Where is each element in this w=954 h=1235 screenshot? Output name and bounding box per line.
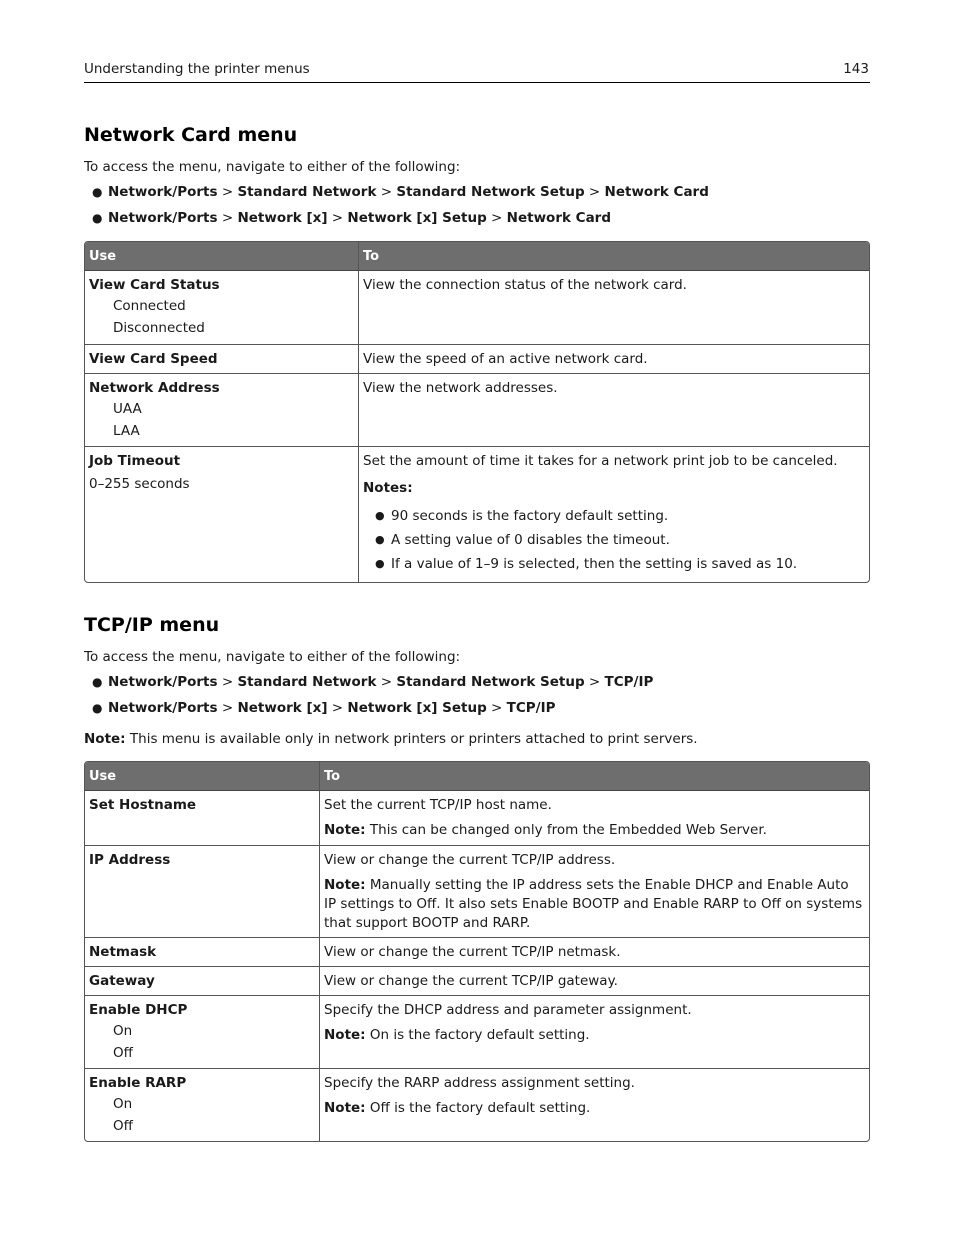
tcpip-intro: To access the menu, navigate to either of the following: <box>84 649 461 665</box>
menu-path: ● Network/Ports > Network [x] > Network [x] Setup > TCP/IP <box>84 695 870 721</box>
use-cell <box>85 271 358 344</box>
note-text: A setting value of 0 disables the timeout. <box>391 532 670 548</box>
path-step: Standard Network Setup <box>396 674 585 690</box>
table-row <box>85 966 869 995</box>
path-step: Network [x] Setup <box>347 210 487 226</box>
note-item <box>363 528 865 552</box>
setting-option: Off <box>113 1045 133 1061</box>
path-step: Network [x] Setup <box>347 700 487 716</box>
table-header-row <box>85 762 869 791</box>
setting-name: Network Address <box>89 380 220 396</box>
row-note <box>324 821 865 840</box>
description: Set the current TCP/IP host name. <box>324 797 552 813</box>
bullet-icon: ● <box>375 509 385 522</box>
menu-path: ● Network/Ports > Network [x] > Network [x] Setup > Network Card <box>84 205 870 231</box>
to-cell <box>319 1068 869 1141</box>
description: View or change the current TCP/IP gateway. <box>324 973 618 989</box>
path-step: TCP/IP <box>506 700 556 716</box>
note-text: Off is the factory default setting. <box>365 1100 591 1116</box>
to-cell <box>319 791 869 845</box>
to-cell <box>358 271 869 344</box>
bullet-icon: ● <box>375 557 385 570</box>
bullet-icon: ● <box>92 701 103 715</box>
description: View or change the current TCP/IP address. <box>324 852 616 868</box>
use-cell <box>85 845 319 937</box>
description: Specify the DHCP address and parameter assignment. <box>324 1002 692 1018</box>
setting-name: View Card Speed <box>89 351 218 367</box>
page-header <box>84 60 870 83</box>
description: View the network addresses. <box>363 380 558 396</box>
network-card-intro: To access the menu, navigate to either of the following: <box>84 159 461 175</box>
path-step: Network Card <box>506 210 612 226</box>
description: Set the amount of time it takes for a network print job to be canceled. <box>363 453 838 469</box>
column-header-use: Use <box>85 762 319 791</box>
description: View the speed of an active network card. <box>363 351 648 367</box>
running-header-title: Understanding the printer menus <box>84 61 310 77</box>
table-header-row <box>85 242 869 271</box>
description: View the connection status of the network card. <box>363 277 687 293</box>
page-number: 143 <box>843 61 869 77</box>
path-step: Standard Network Setup <box>396 184 585 200</box>
use-cell <box>85 995 319 1068</box>
setting-name: Gateway <box>89 973 155 989</box>
tcpip-path-list <box>84 669 870 721</box>
note-item <box>363 504 865 528</box>
note-label: Note: <box>324 1100 366 1116</box>
table-row <box>85 995 869 1068</box>
table-row <box>85 937 869 966</box>
table-row <box>85 845 869 937</box>
notes-label: Notes: <box>363 480 413 496</box>
table-row <box>85 344 869 373</box>
tcpip-note <box>84 731 870 747</box>
table-row <box>85 373 869 446</box>
note-label: Note: <box>324 877 366 893</box>
note-text: Manually setting the IP address sets the Enable DHCP and Enable Auto IP settings to Off. It also sets Enable BOOTP and Enable RARP to Off on systems that support BOOTP and RARP. <box>324 877 863 931</box>
use-cell <box>85 937 319 966</box>
note-text: If a value of 1–9 is selected, then the setting is saved as 10. <box>391 556 798 572</box>
bullet-icon: ● <box>92 185 103 199</box>
network-card-table-wrap <box>84 241 870 583</box>
table-row <box>85 1068 869 1141</box>
path-step: Network [x] <box>237 210 328 226</box>
setting-name: IP Address <box>89 852 171 868</box>
setting-option: On <box>113 1096 133 1112</box>
setting-option: UAA <box>113 401 142 417</box>
network-card-section <box>84 124 870 231</box>
note-text: This can be changed only from the Embedded Web Server. <box>365 822 767 838</box>
network-card-table <box>84 241 870 583</box>
to-cell <box>358 344 869 373</box>
path-step: Network/Ports <box>108 210 218 226</box>
column-header-use: Use <box>85 242 358 271</box>
setting-option: On <box>113 1023 133 1039</box>
tcpip-section <box>84 614 870 747</box>
use-cell <box>85 1068 319 1141</box>
note-item <box>363 552 865 576</box>
setting-option: LAA <box>113 423 140 439</box>
menu-path: ● Network/Ports > Standard Network > Standard Network Setup > Network Card <box>84 179 870 205</box>
setting-name: Enable RARP <box>89 1075 187 1091</box>
tcpip-heading: TCP/IP menu <box>84 614 220 636</box>
path-step: Standard Network <box>237 184 377 200</box>
setting-option: Off <box>113 1118 133 1134</box>
note-label: Note: <box>84 731 126 747</box>
bullet-icon: ● <box>92 211 103 225</box>
use-cell <box>85 373 358 446</box>
to-cell <box>319 966 869 995</box>
column-header-to: To <box>319 762 869 791</box>
menu-path: ● Network/Ports > Standard Network > Standard Network Setup > TCP/IP <box>84 669 870 695</box>
column-header-to: To <box>358 242 869 271</box>
note-label: Note: <box>324 1027 366 1043</box>
setting-range: 0–255 seconds <box>89 476 190 492</box>
setting-name: Enable DHCP <box>89 1002 188 1018</box>
description: Specify the RARP address assignment setting. <box>324 1075 635 1091</box>
note-text: On is the factory default setting. <box>365 1027 590 1043</box>
note-text: 90 seconds is the factory default setting. <box>391 508 669 524</box>
use-cell <box>85 344 358 373</box>
note-text: This menu is available only in network printers or printers attached to print servers. <box>125 731 698 747</box>
setting-name: Netmask <box>89 944 157 960</box>
setting-option: Connected <box>113 298 186 314</box>
to-cell <box>319 937 869 966</box>
table-row <box>85 446 869 582</box>
use-cell <box>85 446 358 582</box>
path-step: Network/Ports <box>108 700 218 716</box>
bullet-icon: ● <box>92 675 103 689</box>
description: View or change the current TCP/IP netmask. <box>324 944 621 960</box>
table-row <box>85 791 869 845</box>
setting-name: Set Hostname <box>89 797 197 813</box>
path-step: Standard Network <box>237 674 377 690</box>
row-note <box>324 876 865 933</box>
tcpip-table-wrap <box>84 761 870 1142</box>
table-row <box>85 271 869 344</box>
row-note <box>324 1099 865 1118</box>
use-cell <box>85 791 319 845</box>
setting-name: Job Timeout <box>89 453 181 469</box>
to-cell <box>319 845 869 937</box>
notes-list <box>363 504 865 576</box>
tcpip-table <box>84 761 870 1142</box>
path-step: Network/Ports <box>108 184 218 200</box>
to-cell <box>358 446 869 582</box>
row-note <box>324 1026 865 1045</box>
setting-option: Disconnected <box>113 320 205 336</box>
path-step: TCP/IP <box>604 674 654 690</box>
path-step: Network [x] <box>237 700 328 716</box>
path-step: Network/Ports <box>108 674 218 690</box>
use-cell <box>85 966 319 995</box>
note-label: Note: <box>324 822 366 838</box>
network-card-heading: Network Card menu <box>84 124 298 146</box>
to-cell <box>319 995 869 1068</box>
path-step: Network Card <box>604 184 709 200</box>
bullet-icon: ● <box>375 533 385 546</box>
network-card-path-list <box>84 179 870 231</box>
setting-name: View Card Status <box>89 277 220 293</box>
to-cell <box>358 373 869 446</box>
